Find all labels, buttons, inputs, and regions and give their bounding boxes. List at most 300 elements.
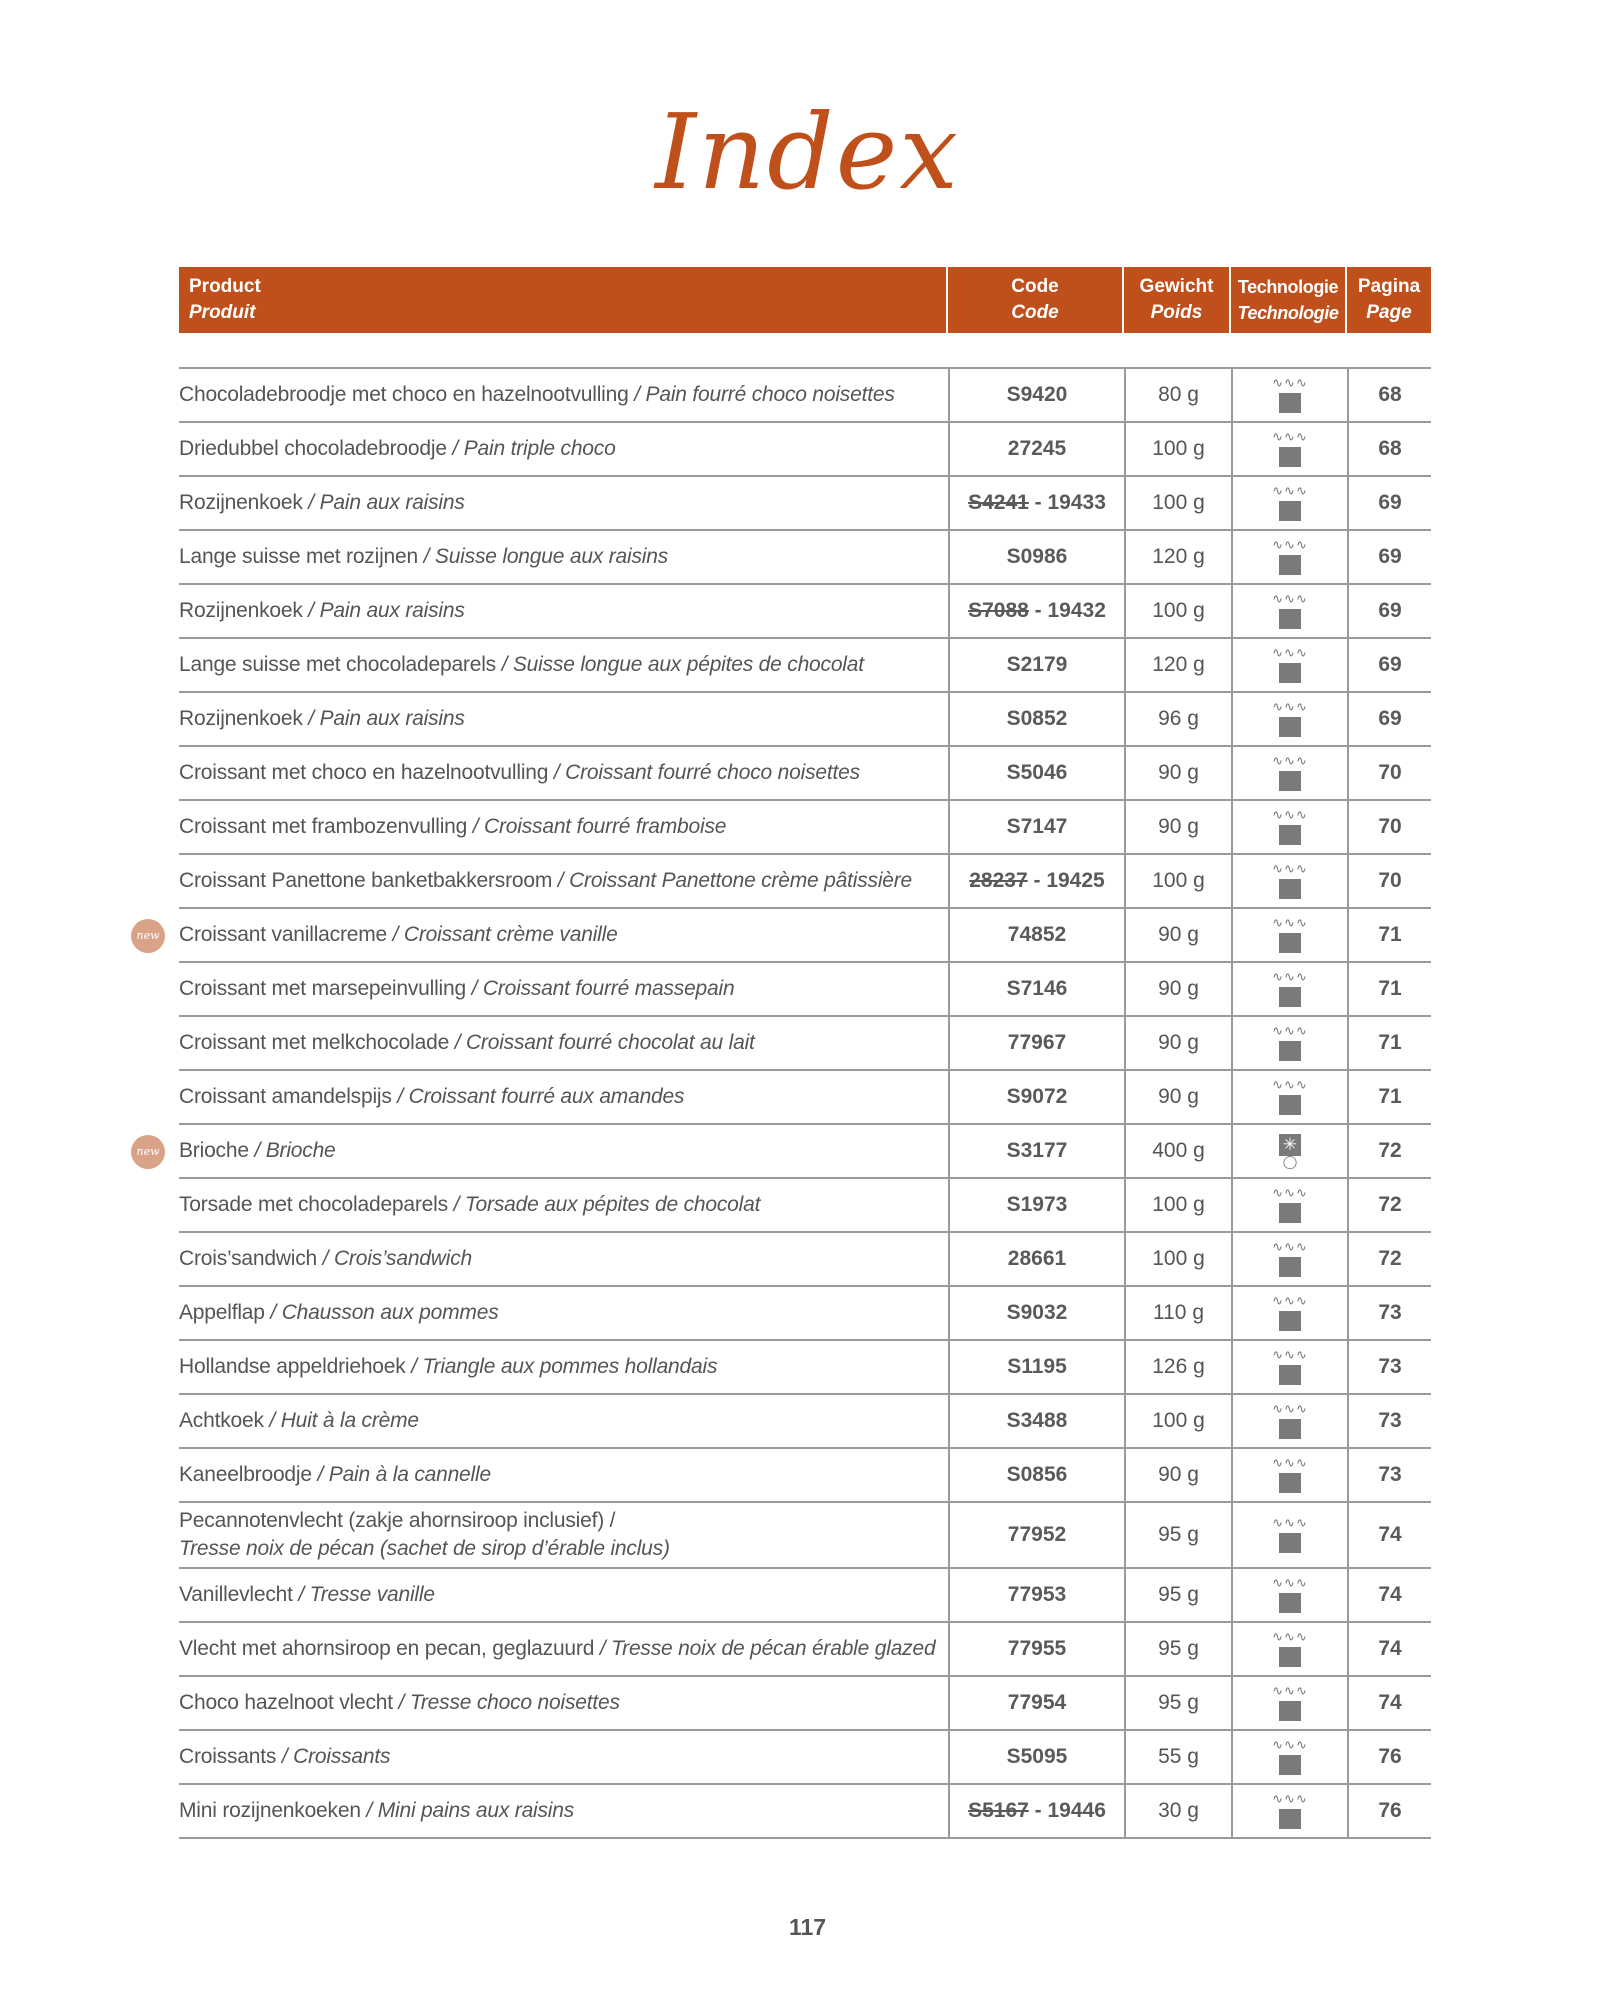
technology-cell	[1231, 1233, 1347, 1285]
table-row	[179, 1179, 1431, 1233]
name-separator: /	[302, 599, 320, 622]
name-separator: /	[302, 707, 320, 730]
product-cell	[179, 1179, 948, 1231]
product-code: S0852	[1006, 707, 1068, 730]
table-row	[179, 369, 1431, 423]
product-code: S2179	[1006, 653, 1068, 676]
product-cell	[179, 1677, 948, 1729]
product-code: 19425	[1046, 869, 1105, 892]
product-name-fr: Croissant Panettone crème pâtissière	[569, 869, 913, 892]
heat-icon: ∿∿∿	[1272, 1457, 1308, 1493]
old-code: 28237	[969, 869, 1028, 892]
product-cell	[179, 1449, 948, 1501]
product-name-fr: Croissant fourré aux amandes	[408, 1085, 685, 1108]
weight-cell: 100 g	[1124, 1395, 1231, 1447]
code-cell	[948, 639, 1124, 691]
table-row	[179, 801, 1431, 855]
product-name-nl: Kaneelbroodje	[179, 1463, 312, 1486]
table-row	[179, 855, 1431, 909]
product-name-nl: Brioche	[179, 1139, 249, 1162]
product-name-nl: Torsade met chocoladeparels	[179, 1193, 448, 1216]
new-badge: new	[131, 919, 165, 953]
header-product	[179, 267, 948, 333]
name-separator: /	[264, 1301, 282, 1324]
weight-cell: 90 g	[1124, 1449, 1231, 1501]
technology-cell	[1231, 747, 1347, 799]
product-name-nl: Lange suisse met rozijnen	[179, 545, 418, 568]
product-name-nl: Crois’sandwich	[179, 1247, 318, 1270]
code-cell	[948, 1179, 1124, 1231]
product-name-nl: Achtkoek	[179, 1409, 264, 1432]
header-technology-nl: Technologie	[1237, 277, 1339, 297]
code-cell	[948, 1677, 1124, 1729]
product-cell	[179, 1503, 948, 1567]
header-product-nl: Product	[189, 276, 261, 297]
technology-cell	[1231, 1287, 1347, 1339]
code-cell	[948, 1395, 1124, 1447]
page-cell: 72	[1347, 1125, 1431, 1177]
page-title: Index	[655, 91, 960, 213]
heat-icon: ∿∿∿	[1272, 431, 1308, 467]
technology-cell	[1231, 1677, 1347, 1729]
header-weight-nl: Gewicht	[1139, 276, 1214, 297]
heat-icon: ∿∿∿	[1272, 647, 1308, 683]
header-page-fr: Page	[1366, 302, 1412, 323]
header-technology	[1231, 267, 1347, 333]
product-cell	[179, 1395, 948, 1447]
page-cell: 70	[1347, 801, 1431, 853]
product-cell	[179, 585, 948, 637]
code-cell	[948, 1233, 1124, 1285]
weight-cell: 90 g	[1124, 909, 1231, 961]
table-row	[179, 477, 1431, 531]
product-name-fr: Croissant fourré chocolat au lait	[465, 1031, 755, 1054]
product-name-fr: Torsade aux pépites de chocolat	[464, 1193, 761, 1216]
product-cell	[179, 693, 948, 745]
product-code: 77954	[1007, 1691, 1067, 1714]
name-separator: /	[449, 1031, 466, 1054]
weight-cell: 90 g	[1124, 1017, 1231, 1069]
table-row	[179, 423, 1431, 477]
heat-icon: ∿∿∿	[1272, 1631, 1308, 1667]
weight-cell: 110 g	[1124, 1287, 1231, 1339]
name-separator: /	[292, 1583, 310, 1606]
code-cell	[948, 531, 1124, 583]
name-separator: /	[405, 1355, 423, 1378]
product-code: S9420	[1006, 383, 1068, 406]
table-row	[179, 1287, 1431, 1341]
table-body	[136, 367, 1431, 1839]
page-cell: 69	[1347, 477, 1431, 529]
product-code: S0986	[1006, 545, 1068, 568]
product-code: 19432	[1047, 599, 1106, 622]
product-name-nl: Croissant Panettone banketbakkersroom	[179, 869, 553, 892]
product-name-fr: Tresse noix de pécan (sachet de sirop d’érable inclus)	[179, 1537, 670, 1560]
name-separator: /	[276, 1745, 294, 1768]
heat-icon: ∿∿∿	[1272, 755, 1308, 791]
heat-icon: ∿∿∿	[1272, 1295, 1308, 1331]
table-row	[179, 963, 1431, 1017]
product-name-nl: Pecannotenvlecht (zakje ahornsiroop inclusief)	[179, 1509, 605, 1532]
weight-cell: 95 g	[1124, 1569, 1231, 1621]
header-weight	[1124, 267, 1231, 333]
product-cell	[179, 963, 948, 1015]
header-product-fr: Produit	[189, 302, 256, 323]
code-cell	[948, 1785, 1124, 1837]
name-separator: /	[548, 761, 566, 784]
product-name-fr: Croissants	[293, 1745, 391, 1768]
weight-cell: 96 g	[1124, 693, 1231, 745]
product-name-nl: Croissants	[179, 1745, 277, 1768]
table-row	[179, 1233, 1431, 1287]
code-cell	[948, 963, 1124, 1015]
page-cell: 70	[1347, 747, 1431, 799]
heat-icon: ∿∿∿	[1272, 539, 1308, 575]
product-code: 19446	[1047, 1799, 1106, 1822]
page-number: 117	[788, 1914, 827, 1940]
product-name-fr: Triangle aux pommes hollandais	[422, 1355, 718, 1378]
page-cell: 76	[1347, 1785, 1431, 1837]
technology-cell	[1231, 1623, 1347, 1675]
technology-cell	[1231, 1125, 1347, 1177]
technology-cell	[1231, 1071, 1347, 1123]
name-separator: /	[446, 437, 464, 460]
code-cell	[948, 477, 1124, 529]
code-dash: -	[1028, 491, 1048, 514]
heat-icon: ∿∿∿	[1272, 1577, 1308, 1613]
code-cell	[948, 1125, 1124, 1177]
product-cell	[179, 909, 948, 961]
code-cell	[948, 1287, 1124, 1339]
code-cell	[948, 1341, 1124, 1393]
table-row	[179, 1071, 1431, 1125]
product-code: 77967	[1007, 1031, 1067, 1054]
weight-cell: 90 g	[1124, 747, 1231, 799]
weight-cell: 100 g	[1124, 477, 1231, 529]
code-cell	[948, 693, 1124, 745]
new-badge: new	[131, 1135, 165, 1169]
product-code: S5095	[1006, 1745, 1068, 1768]
table-row	[179, 1017, 1431, 1071]
product-name-fr: Croissant crème vanille	[403, 923, 618, 946]
name-separator: /	[467, 815, 485, 838]
page-cell: 68	[1347, 369, 1431, 421]
product-cell	[179, 1569, 948, 1621]
name-separator: /	[263, 1409, 281, 1432]
product-cell	[179, 1017, 948, 1069]
code-dash: -	[1027, 869, 1047, 892]
code-cell	[948, 1071, 1124, 1123]
product-cell	[179, 531, 948, 583]
product-name-fr: Pain à la cannelle	[328, 1463, 491, 1486]
page-cell: 73	[1347, 1449, 1431, 1501]
name-separator: /	[387, 923, 404, 946]
technology-cell	[1231, 531, 1347, 583]
technology-cell	[1231, 1785, 1347, 1837]
heat-icon: ∿∿∿	[1272, 1685, 1308, 1721]
page-cell: 69	[1347, 639, 1431, 691]
header-weight-fr: Poids	[1150, 302, 1203, 323]
heat-icon: ∿∿∿	[1272, 377, 1308, 413]
page-cell: 68	[1347, 423, 1431, 475]
name-separator: /	[552, 869, 570, 892]
product-cell	[179, 1125, 948, 1177]
product-name-fr: Mini pains aux raisins	[377, 1799, 575, 1822]
table-row	[179, 1341, 1431, 1395]
product-cell	[179, 1731, 948, 1783]
code-cell	[948, 855, 1124, 907]
heat-icon: ∿∿∿	[1272, 1349, 1308, 1385]
product-name-nl: Croissant amandelspijs	[179, 1085, 392, 1108]
weight-cell: 100 g	[1124, 1179, 1231, 1231]
product-code: S9032	[1006, 1301, 1068, 1324]
technology-cell	[1231, 477, 1347, 529]
product-cell	[179, 855, 948, 907]
product-name-nl: Vanillevlecht	[179, 1583, 293, 1606]
page-cell: 74	[1347, 1677, 1431, 1729]
technology-cell	[1231, 1179, 1347, 1231]
heat-icon: ∿∿∿	[1272, 485, 1308, 521]
product-code: 77953	[1007, 1583, 1067, 1606]
product-name-fr: Tresse choco noisettes	[409, 1691, 620, 1714]
product-cell	[179, 747, 948, 799]
heat-icon: ∿∿∿	[1272, 1403, 1308, 1439]
product-code: S9072	[1006, 1085, 1068, 1108]
product-name-fr: Crois’sandwich	[333, 1247, 472, 1270]
name-separator: /	[594, 1637, 612, 1660]
page-cell: 71	[1347, 909, 1431, 961]
product-cell	[179, 1287, 948, 1339]
name-separator: /	[311, 1463, 329, 1486]
technology-cell	[1231, 585, 1347, 637]
weight-cell: 400 g	[1124, 1125, 1231, 1177]
technology-cell	[1231, 1731, 1347, 1783]
header-code-fr: Code	[1011, 302, 1059, 323]
name-separator: /	[360, 1799, 378, 1822]
page-cell: 76	[1347, 1731, 1431, 1783]
code-dash: -	[1028, 1799, 1048, 1822]
heat-icon: ∿∿∿	[1272, 593, 1308, 629]
code-cell	[948, 1731, 1124, 1783]
weight-cell: 95 g	[1124, 1623, 1231, 1675]
table-row	[179, 639, 1431, 693]
product-code: S3177	[1006, 1139, 1068, 1162]
old-code: S4241	[968, 491, 1029, 514]
code-dash: -	[1028, 599, 1048, 622]
heat-icon: ∿∿∿	[1272, 917, 1308, 953]
page-cell: 69	[1347, 585, 1431, 637]
table-row	[179, 1785, 1431, 1839]
technology-cell	[1231, 1569, 1347, 1621]
heat-icon: ∿∿∿	[1272, 1079, 1308, 1115]
weight-cell: 30 g	[1124, 1785, 1231, 1837]
product-code: 77952	[1007, 1523, 1067, 1546]
old-code: S7088	[968, 599, 1029, 622]
heat-icon: ∿∿∿	[1272, 1517, 1308, 1553]
product-name-nl: Chocoladebroodje met choco en hazelnootvulling	[179, 383, 629, 406]
heat-icon: ∿∿∿	[1272, 1793, 1308, 1829]
heat-icon: ∿∿∿	[1272, 1739, 1308, 1775]
product-name-fr: Chausson aux pommes	[281, 1301, 499, 1324]
weight-cell: 95 g	[1124, 1677, 1231, 1729]
page-cell: 69	[1347, 531, 1431, 583]
code-cell	[948, 1623, 1124, 1675]
page-cell: 71	[1347, 963, 1431, 1015]
name-separator: /	[628, 383, 646, 406]
product-code: 27245	[1007, 437, 1067, 460]
weight-cell: 126 g	[1124, 1341, 1231, 1393]
product-code: S7147	[1006, 815, 1068, 838]
heat-icon: ∿∿∿	[1272, 863, 1308, 899]
product-name-nl: Mini rozijnenkoeken	[179, 1799, 361, 1822]
page-cell: 73	[1347, 1287, 1431, 1339]
product-cell	[179, 801, 948, 853]
code-cell	[948, 423, 1124, 475]
product-code: 77955	[1007, 1637, 1067, 1660]
table-row	[136, 1125, 1431, 1179]
product-name-fr: Pain aux raisins	[319, 707, 465, 730]
product-code: 28661	[1007, 1247, 1067, 1270]
page-cell: 72	[1347, 1233, 1431, 1285]
header-code	[948, 267, 1124, 333]
product-name-nl: Rozijnenkoek	[179, 599, 303, 622]
product-name-fr: Brioche	[265, 1139, 336, 1162]
product-name-nl: Appelflap	[179, 1301, 265, 1324]
product-cell	[179, 1233, 948, 1285]
weight-cell: 100 g	[1124, 585, 1231, 637]
product-code: S1195	[1007, 1355, 1067, 1378]
product-code: S1973	[1006, 1193, 1068, 1216]
page-cell: 71	[1347, 1071, 1431, 1123]
heat-icon: ∿∿∿	[1272, 1241, 1308, 1277]
product-name-fr: Tresse noix de pécan érable glazed	[611, 1637, 936, 1660]
technology-cell	[1231, 423, 1347, 475]
weight-cell: 80 g	[1124, 369, 1231, 421]
code-cell	[948, 747, 1124, 799]
product-cell	[179, 477, 948, 529]
technology-cell	[1231, 855, 1347, 907]
weight-cell: 90 g	[1124, 801, 1231, 853]
weight-cell: 100 g	[1124, 423, 1231, 475]
code-cell	[948, 585, 1124, 637]
product-name-fr: Suisse longue aux raisins	[434, 545, 669, 568]
frozen-icon: ✳ ◯	[1279, 1134, 1301, 1169]
name-separator: /	[495, 653, 513, 676]
weight-cell: 90 g	[1124, 963, 1231, 1015]
technology-cell	[1231, 1017, 1347, 1069]
product-code: S0856	[1006, 1463, 1068, 1486]
product-name-fr: Huit à la crème	[280, 1409, 419, 1432]
product-name-nl: Choco hazelnoot vlecht	[179, 1691, 393, 1714]
weight-cell: 120 g	[1124, 639, 1231, 691]
technology-cell	[1231, 1341, 1347, 1393]
name-separator: /	[317, 1247, 334, 1270]
code-cell	[948, 1503, 1124, 1567]
weight-cell: 100 g	[1124, 855, 1231, 907]
page-cell: 71	[1347, 1017, 1431, 1069]
technology-cell	[1231, 1395, 1347, 1447]
table-row	[179, 1731, 1431, 1785]
page-cell: 74	[1347, 1503, 1431, 1567]
header-code-nl: Code	[1011, 276, 1059, 297]
header-technology-fr: Technologie	[1237, 303, 1339, 323]
product-name-nl: Rozijnenkoek	[179, 707, 303, 730]
product-code: S3488	[1006, 1409, 1068, 1432]
product-code: 19433	[1047, 491, 1106, 514]
header-page-nl: Pagina	[1357, 276, 1421, 297]
weight-cell: 100 g	[1124, 1233, 1231, 1285]
name-separator: /	[465, 977, 483, 1000]
product-code: 74852	[1007, 923, 1067, 946]
name-separator: /	[604, 1509, 616, 1532]
technology-cell	[1231, 639, 1347, 691]
heat-icon: ∿∿∿	[1272, 701, 1308, 737]
code-cell	[948, 1569, 1124, 1621]
product-code: S7146	[1006, 977, 1068, 1000]
name-separator: /	[302, 491, 320, 514]
product-name-nl: Croissant met choco en hazelnootvulling	[179, 761, 549, 784]
product-name-nl: Croissant met marsepeinvulling	[179, 977, 466, 1000]
product-cell	[179, 1341, 948, 1393]
heat-icon: ∿∿∿	[1272, 971, 1308, 1007]
code-cell	[948, 1017, 1124, 1069]
heat-icon: ∿∿∿	[1272, 1025, 1308, 1061]
product-name-fr: Suisse longue aux pépites de chocolat	[512, 653, 864, 676]
technology-cell	[1231, 909, 1347, 961]
product-name-nl: Lange suisse met chocoladeparels	[179, 653, 496, 676]
product-cell	[179, 1623, 948, 1675]
product-name-nl: Croissant met frambozenvulling	[179, 815, 468, 838]
product-name-fr: Tresse vanille	[309, 1583, 435, 1606]
technology-cell	[1231, 369, 1347, 421]
technology-cell	[1231, 1503, 1347, 1567]
page-cell: 73	[1347, 1395, 1431, 1447]
table-header	[179, 267, 1431, 333]
page-cell: 73	[1347, 1341, 1431, 1393]
table-row	[179, 585, 1431, 639]
table-row	[179, 1503, 1431, 1569]
table-row	[179, 1395, 1431, 1449]
old-code: S5167	[968, 1799, 1029, 1822]
product-name-fr: Pain triple choco	[463, 437, 616, 460]
product-name-nl: Vlecht met ahornsiroop en pecan, geglazuurd	[179, 1637, 595, 1660]
table-row	[179, 531, 1431, 585]
product-cell	[179, 1785, 948, 1837]
table-row	[179, 747, 1431, 801]
code-cell	[948, 1449, 1124, 1501]
product-name-nl: Rozijnenkoek	[179, 491, 303, 514]
table-row	[179, 1569, 1431, 1623]
page-cell: 72	[1347, 1179, 1431, 1231]
technology-cell	[1231, 801, 1347, 853]
weight-cell: 95 g	[1124, 1503, 1231, 1567]
technology-cell	[1231, 693, 1347, 745]
product-name-fr: Croissant fourré massepain	[482, 977, 735, 1000]
page-cell: 70	[1347, 855, 1431, 907]
technology-cell	[1231, 963, 1347, 1015]
heat-icon: ∿∿∿	[1272, 1187, 1308, 1223]
product-name-fr: Pain aux raisins	[319, 599, 465, 622]
name-separator: /	[248, 1139, 266, 1162]
technology-cell	[1231, 1449, 1347, 1501]
product-name-nl: Driedubbel chocoladebroodje	[179, 437, 447, 460]
code-cell	[948, 801, 1124, 853]
product-name-nl: Croissant met melkchocolade	[179, 1031, 450, 1054]
table-row	[179, 1623, 1431, 1677]
product-cell	[179, 1071, 948, 1123]
name-separator: /	[417, 545, 435, 568]
name-separator: /	[447, 1193, 465, 1216]
